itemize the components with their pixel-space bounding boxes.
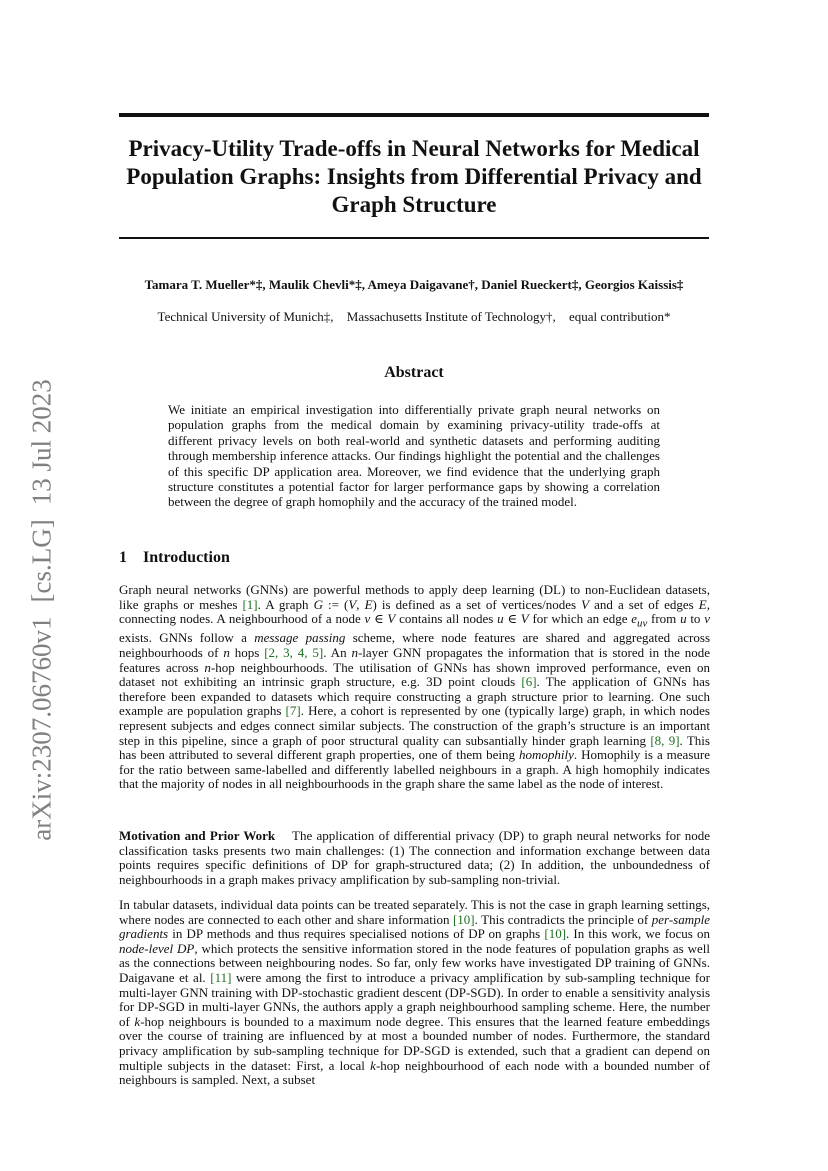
citation-link[interactable]: [10] [544,926,567,942]
arxiv-date: 13 Jul 2023 [26,379,57,506]
paper-title: Privacy-Utility Trade-offs in Neural Networks for Medical Population Graphs: Insights from Differential Privacy and Graph Structure [126,136,702,217]
section-title: Introduction [143,549,230,566]
abstract-heading: Abstract [384,364,444,381]
citation-link[interactable]: [2, 3, 4, 5] [264,644,324,660]
intro-paragraph-1: Graph neural networks (GNNs) are powerful methods to apply deep learning (DL) to non-Euclidean datasets, like graphs or meshes [1]. A graph G := (V, E) is defined as a set of vertices/nodes V and a set of edges E, connecting nodes. A neighbourhood of a node v ∈ V contains all nodes u ∈ V for which an edge $e_{uv}$ from u to v exists. GNNs follow a message passing scheme, where node features are shared and aggregated across neighbourhoods of n hops [2, 3, 4, 5]. An n-layer GNN propagates the information that is stored in the node features across n-hop neighbourhoods. The utilisation of GNNs has shown improved performance, even on dataset not exhibiting an intrinsic graph structure, e.g. 3D point clouds [6]. The application of GNNs has therefore been expanded to datasets which require constructing a graph structure prior to learning. One such example are population graphs [7]. Here, a cohort is represented by one (typically large) graph, in which nodes represent subjects and edges connect similar subjects. The construction of the graph’s structure is an important step in this pipeline, since a graph of poor structural quality can subsantially hinder graph learning [8, 9]. This has been attributed to several different graph properties, one of them being homophily. Homophily is a measure for the ratio between same-labelled and differently labelled neighbours in a graph. A high homophily indicates that the majority of nodes in all neighbourhoods in the graph share the same label as the node of interest. [119,582,711,792]
motivation-text: The application of differential privacy (DP) to graph neural networks for node classification tasks presents two main challenges: (1) The connection and information exchange between data points requires specific definitions of DP for graph-structured data; (2) In addition, the unboundedness of neighbourhoods in a graph makes privacy amplification by sub-sampling non-trivial. [119,828,711,887]
arxiv-id: arXiv:2307.06760v1 [26,616,57,841]
equal-contribution-note: equal contribution* [569,309,671,324]
title-rule-bottom [119,237,709,239]
title-rule-top [119,113,709,117]
citation-link[interactable]: [6] [521,674,537,690]
citation-link[interactable]: [11] [210,969,232,985]
citation-link[interactable]: [7] [285,703,301,719]
affiliation-mit: Massachusetts Institute of Technology†, [346,309,556,324]
citation-link[interactable]: [1] [242,596,258,612]
arxiv-identifier-watermark [27,379,58,840]
affiliations [100,309,728,325]
citation-link[interactable]: [10] [452,911,475,927]
affiliation-tum: Technical University of Munich‡, [157,309,334,324]
motivation-paragraph [119,829,710,887]
intro-paragraph-3: In tabular datasets, individual data points can be treated separately. This is not the case in graph learning settings, where nodes are connected to each other and share information [10]. This contradicts the principle of per-sample gradients in DP methods and thus requires specialised notions of DP on graphs [10]. In this work, we focus on node-level DP, which protects the sensitive information stored in the node features of population graphs as well as the connections between neighbouring nodes. So far, only few works have investigated DP training of GNNs. Daigavane et al. [11] were among the first to introduce a privacy amplification by sub-sampling technique for multi-layer GNN training with DP-stochastic gradient descent (DP-SGD). In order to enable a sensitivity analysis for DP-SGD in multi-layer GNNs, the authors apply a graph neighbourhood sampling scheme. Here, the number of k-hop neighbours is bounded to a maximum node degree. This ensures that the learned feature embeddings over the course of training are influenced by at most a bounded number of nodes. Furthermore, the standard privacy amplification by sub-sampling technique for DP-SGD is extended, such that a gradient can depend on multiple subjects in the dataset: First, a local k-hop neighbourhood of each node with a bounded number of neighbours is sampled. Next, a subset [119,897,711,1088]
paragraph-heading: Motivation and Prior Work [119,828,276,843]
arxiv-category: [cs.LG] [26,519,57,603]
abstract-text: We initiate an empirical investigation into differentially private graph neural networks on population graphs from the medical domain by examining privacy-utility trade-offs at different privacy levels on both real-world and synthetic datasets and performing auditing through membership inference attacks. Our findings highlight the potential and the challenges of this specific DP application area. Moreover, we find evidence that the underlying graph structure constitutes a potential factor for larger performance gaps by showing a correlation between the degree of graph homophily and the accuracy of the trained model. [168,402,660,510]
section-number: 1 [119,549,127,566]
section-heading-introduction [119,549,230,567]
citation-link[interactable]: [8, 9] [650,732,680,748]
author-list: Tamara T. Mueller*‡, Maulik Chevli*‡, Ameya Daigavane†, Daniel Rueckert‡, Georgios Kaissis‡ [144,277,684,292]
